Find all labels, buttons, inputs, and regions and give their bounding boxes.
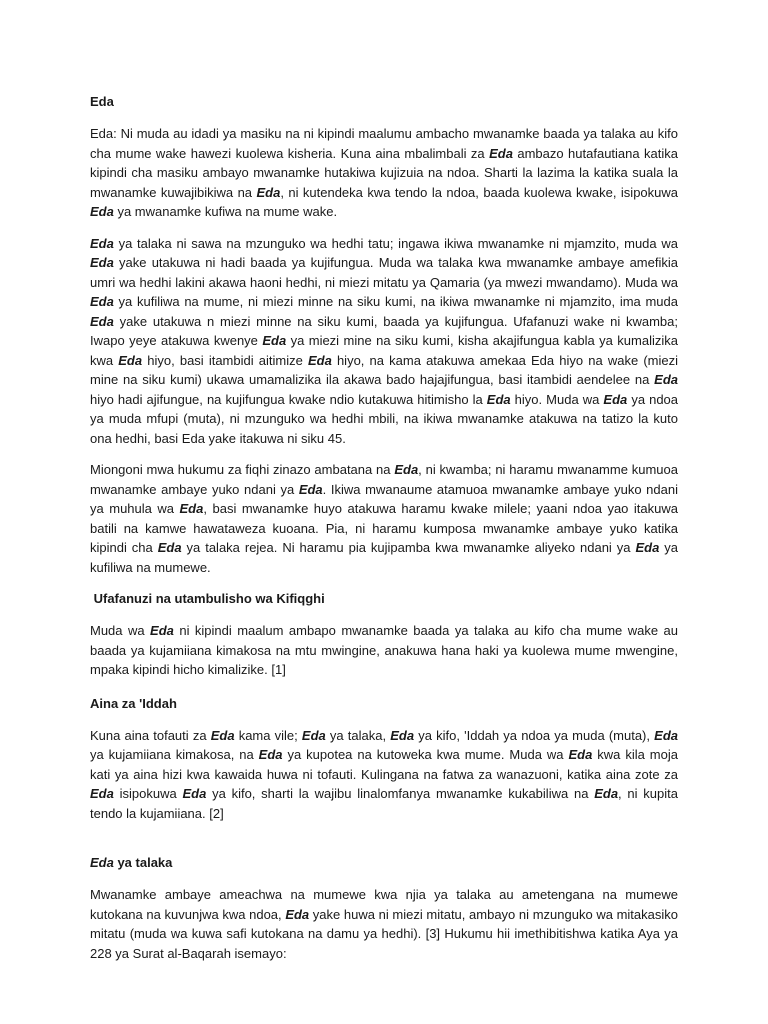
- paragraph-fiqh-rulings: Miongoni mwa hukumu za fiqhi zinazo ambatana na Eda, ni kwamba; ni haramu mwanamme kumuoa mwanamke ambaye yuko ndani ya Eda. Ikiwa mwanaume atamuoa mwanamke ambaye yuko ndani ya muhula wa Eda, basi mwanamke huyo atakuwa haramu kwake milele; yaani ndoa yao itakuwa batili na kamwe hawataweza kuoana. Pia, ni haramu kumposa mwanamke ambaye yuko katika kipindi cha Eda ya talaka rejea. Ni haramu pia kujipamba kwa mwanamke aliyeko ndani ya Eda ya kufiliwa na mumewe.: [90, 462, 678, 575]
- document-body: [90, 92, 678, 963]
- heading-eda: Eda: [90, 94, 114, 109]
- paragraph-eda-periods: Eda ya talaka ni sawa na mzunguko wa hedhi tatu; ingawa ikiwa mwanamke ni mjamzito, muda wa Eda yake utakuwa ni hadi baada ya kujifungua. Muda wa talaka kwa mwanamke ambaye amefikia umri wa hedhi lakini akawa haoni hedhi, ni miezi mitatu ya Qamaria (ya mwezi mwandamo). Muda wa Eda ya kufiliwa na mume, ni miezi minne na siku kumi, na ikiwa mwanamke ni mjamzito, ima muda Eda yake utakuwa n miezi minne na siku kumi, baada ya kujifungua. Ufafanuzi wake ni kwamba; Iwapo yeye atakuwa kwenye Eda ya miezi mine na siku kumi, kisha akajifungua kabla ya kumalizika kwa Eda hiyo, basi itambidi aitimize Eda hiyo, na kama atakuwa amekaa Eda hiyo na wake (miezi mine na siku kumi) ukawa umamalizika ila akawa bado hajajifungua, basi itambidi aendelee na Eda hiyo hadi ajifungue, na kujifungua kwake ndio kutakuwa hitimisho la Eda hiyo. Muda wa Eda ya ndoa ya muda mfupi (muta), ni mzunguko wa hedhi mbili, na ikiwa mwanamke atakuwa na tatizo la kuto ona hedhi, basi Eda yake itakuwa ni siku 45.: [90, 235, 679, 446]
- paragraph-definition: Eda: Ni muda au idadi ya masiku na ni kipindi maalumu ambacho mwanamke baada ya talaka au kifo cha mume wake hawezi kuolewa kisheria. Kuna aina mbalimbali za Eda ambazo hutafautiana katika kipindi cha masiku ambayo mwanamke hutakiwa kujizuia na ndoa. Sharti la lazima la katika suala la mwanamke kuwajibikiwa na Eda, ni kutendeka kwa tendo la ndoa, baada kuolewa kwake, isipokuwa Eda ya mwanamke kufiwa na mume wake.: [90, 126, 679, 219]
- paragraph-types: Kuna aina tofauti za Eda kama vile; Eda ya talaka, Eda ya kifo, 'Iddah ya ndoa ya muda (muta), Eda ya kujamiiana kimakosa, na Eda ya kupotea na kutoweka kwa mume. Muda wa Eda kwa kila moja kati ya aina hizi kwa kawaida huwa ni tofauti. Kulingana na fatwa za wanazuoni, katika aina zote za Eda isipokuwa Eda ya kifo, sharti la wajibu linalomfanya mwanamke kukabiliwa na Eda, ni kupita tendo la kujamiiana. [2]: [90, 727, 678, 821]
- paragraph-explanation: Muda wa Eda ni kipindi maalum ambapo mwanamke baada ya talaka au kifo cha mume wake au baada ya kujamiiana kimakosa na mtu mwingine, anakuwa hana haki ya kuolewa mume mwengine, mpaka kipindi hicho kimalizike. [1]: [90, 623, 678, 677]
- heading-eda-talaka: Eda ya talaka: [90, 855, 173, 870]
- heading-ufafanuzi: Ufafanuzi na utambulisho wa Kifiqghi: [90, 591, 325, 606]
- heading-aina: Aina za 'Iddah: [90, 695, 177, 711]
- paragraph-talaka: Mwanamke ambaye ameachwa na mumewe kwa njia ya talaka au ametengana na mumewe kutokana na kuvunjwa kwa ndoa, Eda yake huwa ni miezi mitatu, ambayo ni mzunguko wa mitakasiko mitatu (muda wa kuwa safi kutokana na damu ya hedhi). [3] Hukumu hii imethibitishwa katika Aya ya 228 ya Surat al-Baqarah isemayo:: [90, 887, 678, 961]
